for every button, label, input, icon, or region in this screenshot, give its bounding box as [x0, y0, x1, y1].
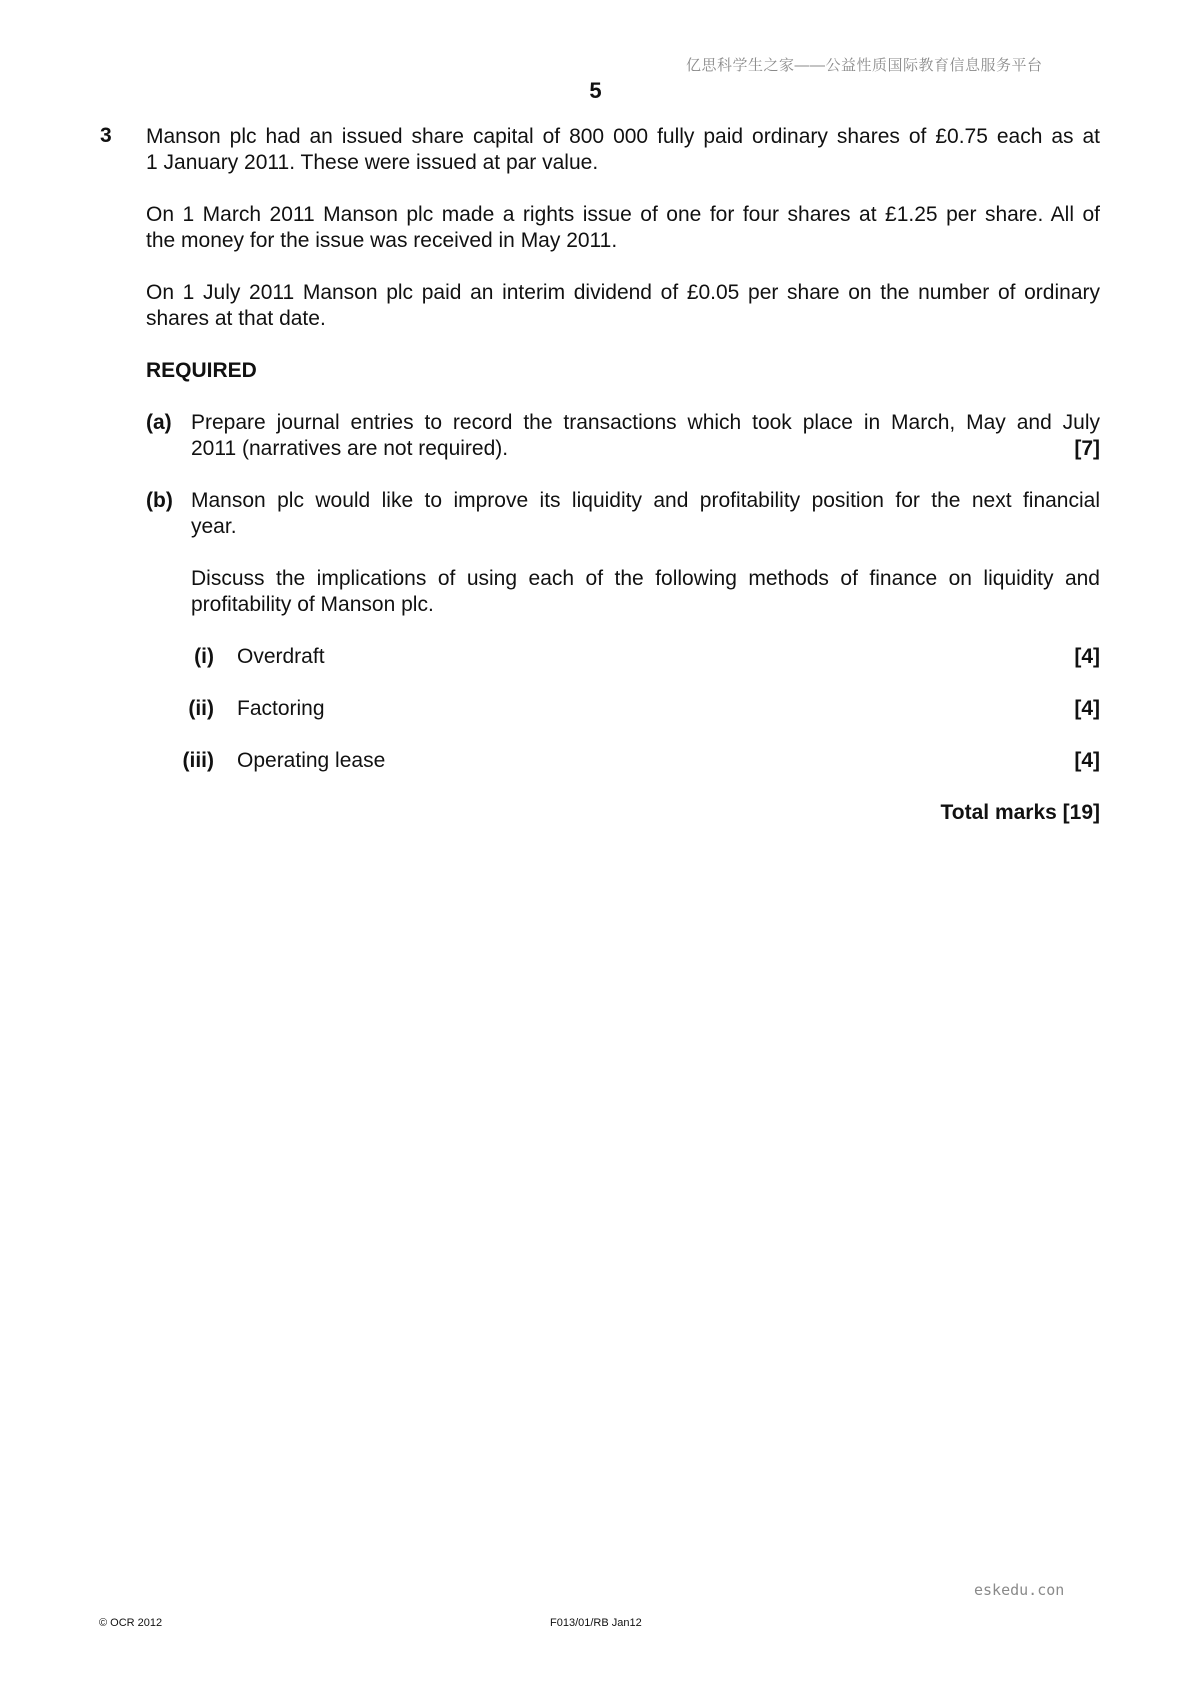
paragraph-line: shares at that date. — [146, 307, 326, 330]
subpart-ii-label: (ii) — [188, 697, 214, 720]
part-b-line: year. — [191, 515, 237, 538]
required-heading: REQUIRED — [146, 359, 257, 382]
subpart-ii-text: Factoring — [237, 697, 325, 720]
part-b-discuss-line: profitability of Manson plc. — [191, 593, 434, 616]
watermark-bottom: eskedu.con — [974, 1581, 1065, 1599]
subpart-i-text: Overdraft — [237, 645, 325, 668]
footer-code: F013/01/RB Jan12 — [550, 1617, 642, 1629]
subpart-ii-marks: [4] — [1074, 697, 1100, 720]
paragraph-line: On 1 March 2011 Manson plc made a rights issue of one for four shares at £1.25 per share. All of — [146, 203, 1100, 226]
question-paragraph-2 — [146, 202, 1100, 254]
subpart-i-label: (i) — [194, 645, 214, 668]
subpart-iii-marks: [4] — [1074, 749, 1100, 772]
part-a-line: Prepare journal entries to record the transactions which took place in March, May and July — [191, 411, 1100, 434]
part-b-discuss — [191, 566, 1100, 618]
subpart-iii-label: (iii) — [182, 749, 214, 772]
page-number: 5 — [589, 78, 602, 103]
paragraph-line: Manson plc had an issued share capital of 800 000 fully paid ordinary shares of £0.75 each as at — [146, 125, 1100, 148]
part-b-line: Manson plc would like to improve its liquidity and profitability position for the next financial — [191, 489, 1100, 512]
part-a-marks: [7] — [1074, 437, 1100, 460]
subpart-iii-text: Operating lease — [237, 749, 386, 772]
question-paragraph-1 — [146, 124, 1100, 176]
paragraph-line: the money for the issue was received in May 2011. — [146, 229, 618, 252]
paragraph-line: On 1 July 2011 Manson plc paid an interim dividend of £0.05 per share on the number of ordinary — [146, 281, 1100, 304]
part-b-text — [191, 488, 1100, 540]
watermark-top: 亿思科学生之家——公益性质国际教育信息服务平台 — [686, 57, 1043, 74]
part-a-line: 2011 (narratives are not required). — [191, 437, 509, 460]
total-marks: Total marks [19] — [940, 801, 1100, 824]
question-number: 3 — [100, 124, 112, 147]
paragraph-line: 1 January 2011. These were issued at par value. — [146, 151, 599, 174]
footer-copyright: © OCR 2012 — [99, 1617, 163, 1629]
part-b-label: (b) — [146, 489, 173, 512]
part-a-label: (a) — [146, 411, 172, 434]
part-b-discuss-line: Discuss the implications of using each of the following methods of finance on liquidity and — [191, 567, 1100, 590]
subpart-i-marks: [4] — [1074, 645, 1100, 668]
part-a-text — [191, 410, 1100, 462]
question-paragraph-3 — [146, 280, 1100, 332]
